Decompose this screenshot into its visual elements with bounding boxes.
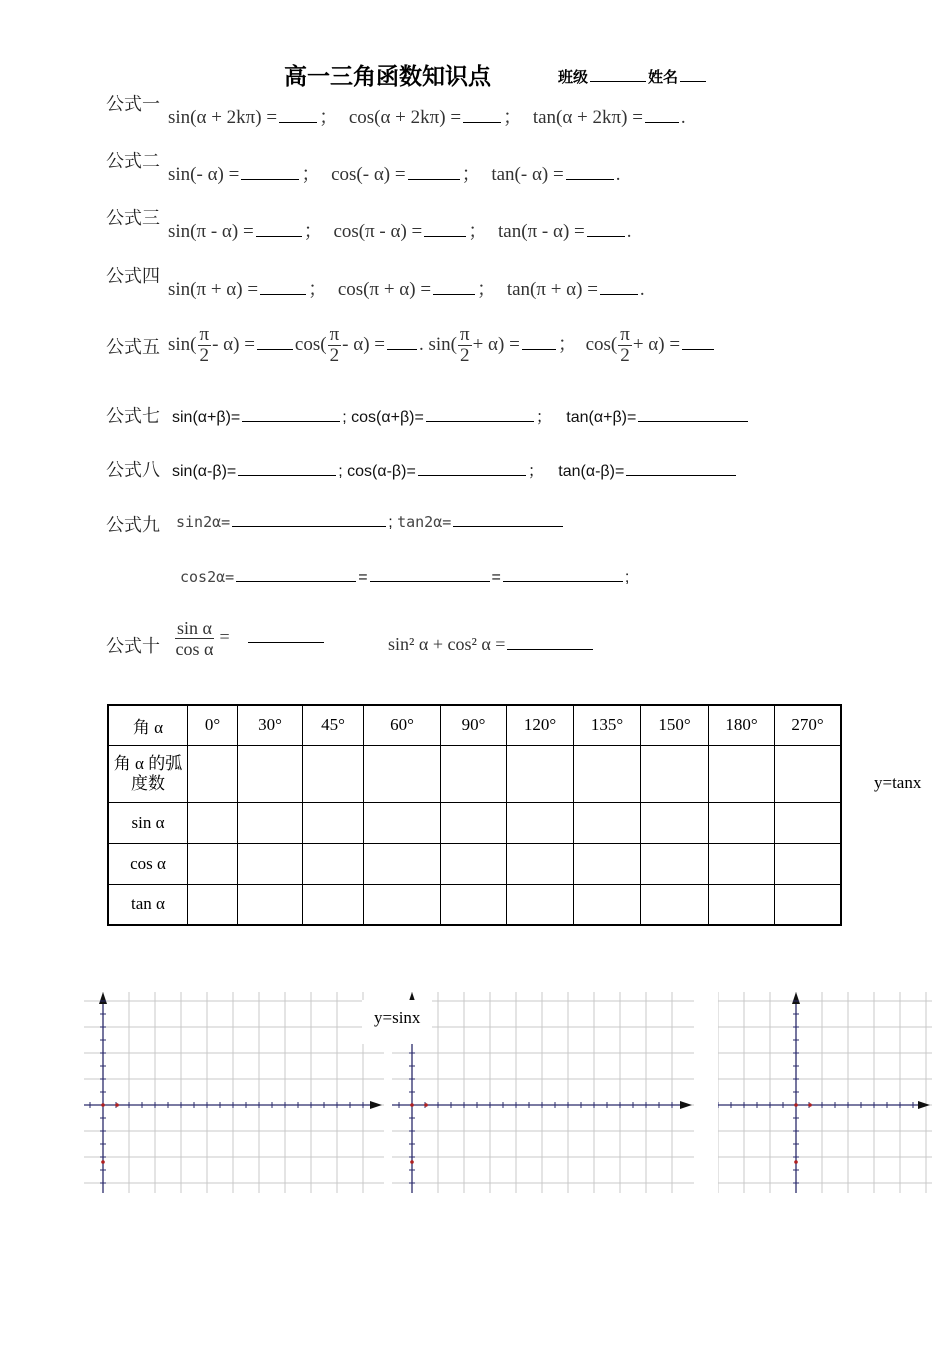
- formula-9-label: 公式九: [106, 515, 160, 535]
- table-row: [108, 884, 841, 925]
- formula-8-cos-blank[interactable]: [418, 474, 526, 476]
- formula-1-sin: sin(α + 2kπ) =: [168, 107, 278, 128]
- formula-5-row: sin( $\frac{\pi}{2}$ - α) = cos( $\frac{\pi}{2}$ - α) = . sin( $\frac{\pi}{2}$ + α) = ； cos( $\frac{\pi}{2}$ + α) =: [168, 320, 716, 370]
- table-row-label: 角 α 的弧度数: [108, 745, 188, 802]
- formula-4-sin-blank[interactable]: [260, 293, 306, 295]
- table-cell[interactable]: [364, 884, 441, 925]
- table-cell[interactable]: [188, 843, 238, 884]
- formula-5-blank-2[interactable]: [387, 348, 417, 350]
- formula-5-cos2-rest: + α) =: [632, 334, 681, 355]
- table-cell[interactable]: [238, 843, 303, 884]
- formula-7-tan-blank[interactable]: [638, 420, 748, 422]
- cos-graph-grid: [392, 990, 694, 1195]
- table-header-cell: 30°: [238, 705, 303, 745]
- formula-7-label: 公式七: [106, 406, 160, 426]
- formula-1-tan: tan(α + 2kπ) =: [532, 107, 643, 128]
- table-cell[interactable]: [775, 843, 842, 884]
- class-blank[interactable]: [590, 80, 646, 82]
- formula-9-cos-blank-3[interactable]: [503, 580, 623, 582]
- formula-5-pi-over-2-a: [198, 325, 212, 366]
- tan-graph-grid: [718, 990, 932, 1195]
- table-cell[interactable]: [303, 884, 364, 925]
- unit-point: [808, 1103, 812, 1107]
- table-cell[interactable]: [441, 884, 507, 925]
- table-cell[interactable]: [303, 802, 364, 843]
- formula-3-row: sin(π - α) = ； cos(π - α) = ； tan(π - α) = .: [168, 221, 632, 242]
- formula-5-cos1-rest: - α) =: [342, 334, 385, 355]
- fraction-numerator: π: [460, 324, 470, 346]
- unit-point: [410, 1160, 414, 1164]
- name-blank[interactable]: [680, 80, 706, 82]
- table-cell[interactable]: [441, 843, 507, 884]
- table-cell[interactable]: [364, 843, 441, 884]
- table-cell[interactable]: [364, 802, 441, 843]
- formula-3-sin-blank[interactable]: [256, 235, 302, 237]
- table-cell[interactable]: [238, 884, 303, 925]
- table-cell[interactable]: [574, 745, 641, 802]
- table-header-cell: 90°: [441, 705, 507, 745]
- table-header-cell: 150°: [641, 705, 709, 745]
- formula-10-fraction: [175, 618, 214, 659]
- formula-5-pi-over-2-b: [328, 325, 342, 366]
- fraction-denominator: 2: [460, 345, 470, 367]
- fraction-denominator: 2: [199, 345, 210, 367]
- formula-8-label: 公式八: [106, 460, 160, 480]
- sin-graph-label: y=sinx: [362, 1000, 432, 1044]
- name-label: 姓名: [648, 70, 679, 86]
- formula-1-sin-blank[interactable]: [279, 121, 317, 123]
- table-cell[interactable]: [303, 843, 364, 884]
- formula-1-row: sin(α + 2kπ) = ； cos(α + 2kπ) = ； tan(α + 2kπ) = .: [168, 107, 686, 128]
- table-cell[interactable]: [507, 745, 574, 802]
- table-cell[interactable]: [775, 884, 842, 925]
- x-axis-arrow: [680, 1101, 692, 1109]
- formula-9-tan: tan2α=: [397, 513, 452, 531]
- formula-2-tan: tan(- α) =: [491, 164, 564, 185]
- table-cell[interactable]: [641, 745, 709, 802]
- page-title: 高一三角函数知识点: [284, 64, 491, 89]
- formula-9-cos-blank-1[interactable]: [236, 580, 356, 582]
- formula-10-identity-row: [388, 634, 595, 655]
- x-axis-arrow: [370, 1101, 382, 1109]
- formula-4-tan: tan(π + α) =: [506, 279, 598, 300]
- formula-9-sin-blank[interactable]: [232, 525, 386, 527]
- table-cell[interactable]: [641, 843, 709, 884]
- unit-point: [115, 1103, 119, 1107]
- formula-4-cos-blank[interactable]: [433, 293, 475, 295]
- formula-5-pi-over-2-c: [458, 325, 472, 366]
- unit-point: [424, 1103, 428, 1107]
- formula-1-cos: cos(α + 2kπ) =: [348, 107, 462, 128]
- table-cell[interactable]: [641, 884, 709, 925]
- formula-5-sin2-rest: + α) =: [472, 334, 520, 355]
- table-row: [108, 802, 841, 843]
- unit-point: [794, 1160, 798, 1164]
- formula-7-cos: cos(α+β)=: [351, 409, 424, 426]
- formula-10-ratio-blank[interactable]: [248, 641, 324, 643]
- formula-4-label: 公式四: [106, 266, 160, 286]
- fraction-denominator: 2: [329, 345, 340, 367]
- fraction-denominator: cos α: [175, 639, 214, 659]
- formula-5-blank-3[interactable]: [522, 348, 556, 350]
- formula-10-identity: sin² α + cos² α =: [388, 634, 506, 654]
- fraction-numerator: sin α: [177, 618, 212, 638]
- formula-4-cos: cos(π + α) =: [337, 279, 432, 300]
- formula-5-sin2-prefix: sin(: [428, 334, 457, 355]
- fraction-numerator: π: [199, 324, 210, 346]
- table-header-cell: 45°: [303, 705, 364, 745]
- table-cell[interactable]: [188, 745, 238, 802]
- sin-graph-grid: [84, 990, 384, 1195]
- table-cell[interactable]: [709, 884, 775, 925]
- table-cell[interactable]: [641, 802, 709, 843]
- formula-9-eq-2: =: [491, 569, 501, 586]
- table-cell[interactable]: [188, 802, 238, 843]
- table-header-cell: 60°: [364, 705, 441, 745]
- table-cell[interactable]: [709, 802, 775, 843]
- tan-graph-label: y=tanx: [874, 773, 922, 792]
- formula-9-row-2: cos2α= = = ;: [180, 568, 630, 586]
- x-axis-arrow: [918, 1101, 930, 1109]
- formula-9-tan-blank[interactable]: [453, 525, 563, 527]
- formula-5-cos1-prefix: cos(: [294, 334, 327, 355]
- unit-point: [101, 1160, 105, 1164]
- fraction-denominator: 2: [620, 345, 630, 367]
- formula-4-row: sin(π + α) = ； cos(π + α) = ； tan(π + α) = .: [168, 279, 645, 300]
- y-axis-arrow: [792, 992, 800, 1004]
- formula-1-tan-blank[interactable]: [645, 121, 679, 123]
- formula-2-sin: sin(- α) =: [168, 164, 240, 185]
- formula-1-label: 公式一: [106, 94, 160, 114]
- formula-8-sin: sin(α-β)=: [172, 463, 237, 480]
- fraction-numerator: π: [620, 324, 630, 346]
- table-cell[interactable]: [441, 802, 507, 843]
- class-label: 班级: [558, 70, 589, 86]
- table-header-cell: 135°: [574, 705, 641, 745]
- formula-4-sin: sin(π + α) =: [168, 279, 259, 300]
- table-cell[interactable]: [441, 745, 507, 802]
- table-row-label: sin α: [108, 802, 188, 843]
- formula-8-row: sin(α-β)= ; cos(α-β)= ； tan(α-β)=: [172, 458, 738, 481]
- formula-3-tan: tan(π - α) =: [498, 221, 585, 242]
- formula-1-cos-blank[interactable]: [463, 121, 501, 123]
- formula-5-blank-4[interactable]: [682, 348, 714, 350]
- table-cell[interactable]: [775, 802, 842, 843]
- table-header-cell: 270°: [775, 705, 842, 745]
- formula-8-tan-blank[interactable]: [626, 474, 736, 476]
- formula-9-cos: cos2α=: [180, 568, 235, 586]
- formula-10-eq: =: [219, 626, 230, 647]
- table-cell[interactable]: [709, 745, 775, 802]
- y-axis-arrow: [99, 992, 107, 1004]
- table-cell[interactable]: [775, 745, 842, 802]
- formula-7-row: sin(α+β)= ; cos(α+β)= ； tan(α+β)=: [172, 404, 750, 427]
- trig-values-table: [107, 704, 842, 926]
- formula-8-sin-blank[interactable]: [238, 474, 336, 476]
- table-header-cell: 0°: [188, 705, 238, 745]
- formula-8-cos: cos(α-β)=: [347, 463, 416, 480]
- formula-10-ratio: [174, 618, 326, 659]
- formula-10-identity-blank[interactable]: [507, 648, 593, 650]
- table-cell[interactable]: [303, 745, 364, 802]
- table-header-cell: 120°: [507, 705, 574, 745]
- formula-9-row-1: sin2α= ; tan2α=: [176, 513, 565, 532]
- formula-3-sin: sin(π - α) =: [168, 221, 254, 242]
- formula-3-cos: cos(π - α) =: [333, 221, 423, 242]
- table-cell[interactable]: [188, 884, 238, 925]
- table-cell[interactable]: [507, 843, 574, 884]
- table-cell[interactable]: [507, 802, 574, 843]
- formula-7-sin-blank[interactable]: [242, 420, 340, 422]
- table-header-cell: 180°: [709, 705, 775, 745]
- formula-3-tan-blank[interactable]: [587, 235, 625, 237]
- origin-point: [101, 1103, 105, 1107]
- formula-9-sin: sin2α=: [176, 513, 231, 531]
- table-cell[interactable]: [364, 745, 441, 802]
- formula-9-cos-blank-2[interactable]: [370, 580, 490, 582]
- formula-7-tan: tan(α+β)=: [566, 409, 637, 426]
- formula-7-sin: sin(α+β)=: [172, 409, 241, 426]
- table-cell[interactable]: [574, 843, 641, 884]
- origin-point: [410, 1103, 414, 1107]
- origin-point: [794, 1103, 798, 1107]
- table-header-cell: 角 α: [108, 705, 188, 745]
- formula-5-sin1-rest: - α) =: [212, 334, 255, 355]
- formula-5-blank-1[interactable]: [257, 348, 293, 350]
- table-cell[interactable]: [574, 802, 641, 843]
- table-row-label: tan α: [108, 884, 188, 925]
- formula-10-label: 公式十: [106, 636, 160, 656]
- table-cell[interactable]: [574, 884, 641, 925]
- table-row-label: cos α: [108, 843, 188, 884]
- formula-7-cos-blank[interactable]: [426, 420, 534, 422]
- table-cell[interactable]: [507, 884, 574, 925]
- formula-5-cos2-prefix: cos(: [585, 334, 618, 355]
- table-row: [108, 843, 841, 884]
- formula-3-cos-blank[interactable]: [424, 235, 466, 237]
- formula-3-label: 公式三: [106, 208, 160, 228]
- formula-5-pi-over-2-d: [618, 325, 632, 366]
- table-cell[interactable]: [238, 745, 303, 802]
- formula-5-label: 公式五: [106, 337, 160, 357]
- formula-9-eq-1: =: [358, 569, 368, 586]
- formula-2-cos-blank[interactable]: [408, 178, 460, 180]
- formula-2-tan-blank[interactable]: [566, 178, 614, 180]
- class-name-fields: [558, 66, 708, 87]
- formula-2-label: 公式二: [106, 151, 160, 171]
- table-cell[interactable]: [709, 843, 775, 884]
- table-cell[interactable]: [238, 802, 303, 843]
- formula-2-row: sin(- α) = ； cos(- α) = ； tan(- α) = .: [168, 164, 621, 185]
- formula-8-tan: tan(α-β)=: [558, 463, 625, 480]
- table-row: [108, 745, 841, 802]
- formula-2-sin-blank[interactable]: [241, 178, 299, 180]
- formula-2-cos: cos(- α) =: [331, 164, 406, 185]
- formula-5-sin1-prefix: sin(: [168, 334, 197, 355]
- formula-4-tan-blank[interactable]: [600, 293, 638, 295]
- fraction-numerator: π: [329, 324, 340, 346]
- table-header-row: [108, 705, 841, 745]
